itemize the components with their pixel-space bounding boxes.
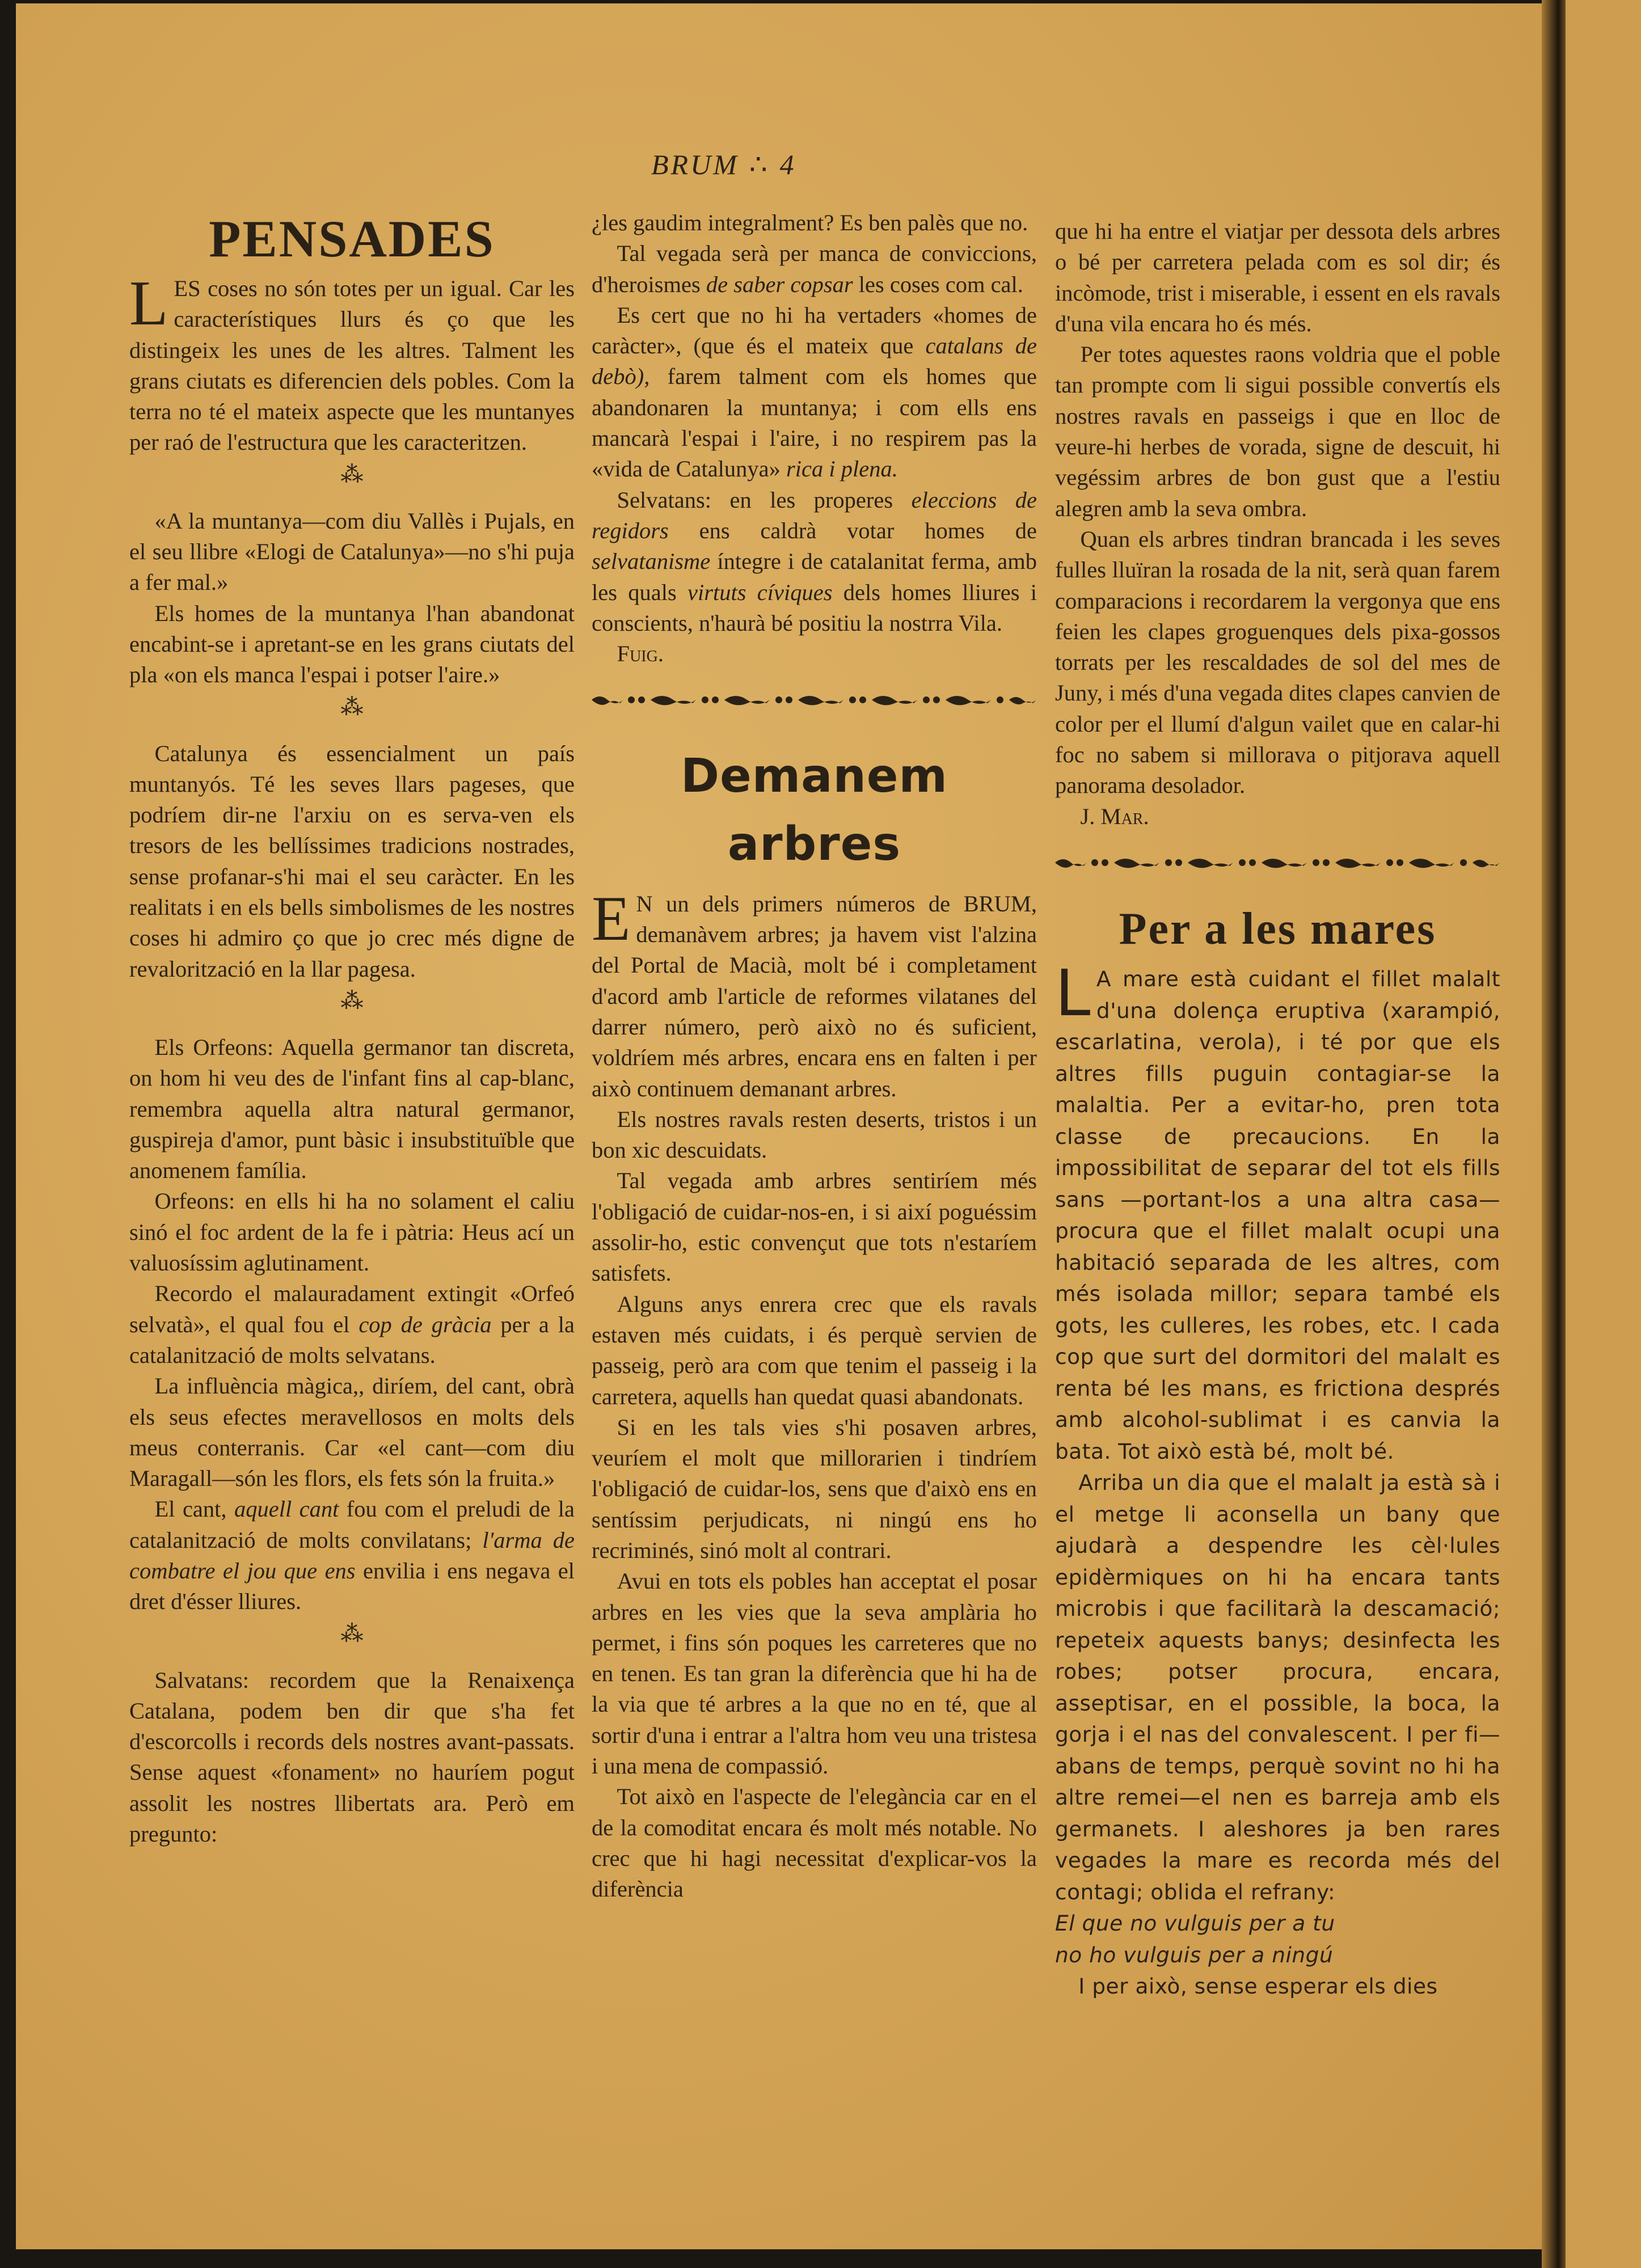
- article-paragraph: L A mare està cuidant el fillet malalt d'una dolença eruptiva (xarampió, escarlatina, verola), i té por que els altres fills puguin contagiar-se la malaltia. Per a evitar-ho, pren tota classe de precaucions. En la impossibilitat de separar del tot els fills sans —portant-los a una altra casa—procura que el fillet malalt ocupi una habitació separada de les altres, com més isolada millor; separa també els gots, les culleres, les robes, etc. I cada cop que surt del dormitori del malalt es renta bé les mans, es frictiona després amb alcohol-sublimat i es canvia la bata. Tot això està bé, molt bé.: [1055, 957, 1500, 1464]
- article-paragraph: Tal vegada serà per manca de conviccions, d'heroismes de saber copsar les coses com cal.: [592, 240, 1037, 297]
- article-paragraph: Selvatans: en les properes eleccions de regidors ens caldrà votar homes de selvatanisme íntegre i de catalanitat ferma, amb les quals virtuts cíviques dels homes lliures i conscients, n'haurà bé positiu la nostrra Vila.: [592, 487, 1037, 636]
- article-paragraph: Arriba un dia que el malalt ja està sà i el metge li aconsella un bany que ajudarà a despendre les cèl·lules epidèrmiques on hi ha encara tants microbis i que facilitarà la descamació; repeteix aquests banys; desinfecta les robes; potser procura, encara, asseptisar, en el possible, la boca, la gorja i el nas del convalescent. I per fi—abans de temps, perquè sovint no hi ha altre remei—el nen es barreja amb els germanets. I aleshores ja ben rares vegades la mare es recorda més del contagi; oblida el refrany:: [1055, 1470, 1500, 1904]
- page-gutter: [1542, 0, 1566, 2268]
- section-asterism: ⁂: [340, 461, 364, 487]
- section-asterism: ⁂: [340, 694, 364, 720]
- article-paragraph: Els nostres ravals resten deserts, tristos i un bon xic descuidats.: [592, 1106, 1037, 1163]
- article-paragraph: Tot això en l'aspecte de l'elegància car en el de la comoditat encara és molt més notable. No crec que hi hagi necessitat d'explicar-vos la diferència: [592, 1784, 1037, 1902]
- article-title-pensades: PENSADES: [209, 210, 495, 268]
- publication-title: BRUM: [651, 149, 739, 180]
- article-paragraph: Es cert que no hi ha vertaders «homes de caràcter», (que és el mateix que catalans de debò), farem talment com els homes que abandonaren la muntanya; i com ells ens mancarà l'espai i l'aire, i no respirem pas la «vida de Catalunya» rica i plena.: [592, 302, 1037, 482]
- article-paragraph: que hi ha entre el viatjar per dessota dels arbres o bé per carretera pelada com es sol dir; és incòmode, trist i miserable, i essent en els ravals d'una vila encara ho és més.: [1055, 218, 1500, 336]
- article-paragraph: Si en les tals vies s'hi posaven arbres, veuríem el molt que millorarien i tindríem l'obligació de cuidar-los, sens que d'això ens en sentíssim perjudicats, ni ningú ens ho recriminés, sinó molt al contrari.: [592, 1414, 1037, 1563]
- column-1: [129, 208, 575, 1849]
- article-title-demanem-arbres: Demanem arbres: [681, 749, 948, 871]
- drop-cap: E: [592, 883, 631, 954]
- header-separator: ∴: [749, 149, 770, 180]
- verse-line: no ho vulguis per a ningú: [1055, 1942, 1334, 1967]
- verse-line: El que no vulguis per a tu: [1055, 1911, 1335, 1936]
- article-paragraph: LES coses no són totes per un igual. Car les característiques llurs és ço que les distingeix les unes de les altres. Talment les grans ciutats es diferencien dels pobles. Com la terra no té el mateix aspecte que les muntanyes per raó de l'estructura que les caracteritzen.: [129, 268, 575, 455]
- newspaper-page: [16, 3, 1562, 2249]
- article-paragraph: Avui en tots els pobles han acceptat el posar arbres en les vies que la seva amplària ho permet, i fins són poques les carreteres que no en tenen. Es tan gran la diferència que hi ha de la via que té arbres a la que no en té, que al sortir d'una i entrar a l'altra hom veu una tristesa i una mena de compassió.: [592, 1568, 1037, 1779]
- author-signature: J. Mar.: [1080, 803, 1149, 829]
- section-asterism: ⁂: [340, 987, 364, 1013]
- article-paragraph: Alguns anys enrera crec que els ravals estaven més cuidats, i és perquè servien de passeig, però ara com que tenim el passeig i la carretera, aquells han quedat quasi abandonats.: [592, 1291, 1037, 1409]
- article-paragraph: ¿les gaudim integralment? Es ben palès que no.: [592, 210, 1028, 235]
- article-paragraph: La influència màgica,, diríem, del cant, obrà els seus efectes meravellosos en molts dels meus conterranis. Car «el cant—com diu Maragall—són les flors, els fets són la fruita.»: [129, 1373, 575, 1492]
- article-paragraph: Quan els arbres tindran brancada i les seves fulles lluïran la rosada de la nit, serà quan farem comparacions i recordarem la vergonya que ens feien les clapes groguenques dels pixa-gossos torrats per les rescaldades de sol del mes de Juny, i més d'una vegada dites clapes canvien de color per el llumí d'algun vailet que en calar-hi foc no sabem si millorava o pitjorava aquell panorama desolador.: [1055, 526, 1500, 799]
- page-number: 4: [779, 149, 796, 180]
- article-paragraph: Els Orfeons: Aquella germanor tan discreta, on hom hi veu des de l'infant fins al cap-blanc, remembra aquella altra natural germanor, guspireja d'amor, punt bàsic i insubstituïble que anomenem família.: [129, 1034, 575, 1184]
- drop-cap: L: [1055, 957, 1091, 1031]
- article-paragraph: «A la muntanya—com diu Vallès i Pujals, en el seu llibre «Elogi de Catalunya»—no s'hi puja a fer mal.»: [129, 508, 575, 595]
- article-paragraph: Els homes de la muntanya l'han abandonat encabint-se i apretant-se en les grans ciutats del pla «on els manca l'espai i potser l'aire.»: [129, 600, 575, 688]
- article-paragraph: El cant, aquell cant fou com el preludi de la catalanització de molts convilatans; l'arma de combatre el jou que ens envilia i ens negava el dret d'ésser lliures.: [129, 1496, 575, 1615]
- adjacent-page-edge: [1566, 0, 1641, 2268]
- article-paragraph: Tal vegada amb arbres sentiríem més l'obligació de cuidar-nos-en, i si així poguéssim assolir-ho, estic convençut que tots n'estaríem satisfets.: [592, 1168, 1037, 1286]
- ornamental-divider: [592, 689, 1037, 711]
- article-title-per-a-les-mares: Per a les mares: [1119, 904, 1437, 954]
- article-paragraph: Catalunya és essencialment un país muntanyós. Té les seves llars pageses, que podríem dir-ne l'arxiu on es serva-ven els tresors de les bellíssimes tradicions nostrades, sense profanar-s'hi mai el seu caràcter. En les realitats i en els bells simbolismes de les nostres coses hi admiro ço que jo crec més digne de revalorització en la llar pagesa.: [129, 740, 575, 982]
- author-signature: Fuig.: [617, 641, 664, 667]
- article-paragraph: Recordo el malauradament extingit «Orfeó selvatà», el qual fou el cop de gràcia per a la catalanització de molts selvatans.: [129, 1281, 575, 1368]
- drop-cap: L: [129, 268, 168, 339]
- article-paragraph: Salvatans: recordem que la Renaixença Catalana, podem ben dir que s'ha fet d'escorcolls i records dels nostres avant-passats. Sense aquest «fonament» no hauríem pogut assolit les nostres llibertats ara. Però em pregunto:: [129, 1667, 575, 1847]
- article-paragraph: Orfeons: en ells hi ha no solament el caliu sinó el foc ardent de la fe i pàtria: Heus ací un valuosíssim aglutinament.: [129, 1188, 575, 1276]
- section-asterism: ⁂: [340, 1620, 364, 1646]
- ornamental-divider: [1055, 851, 1500, 874]
- article-paragraph: Per totes aquestes raons voldria que el poble tan prompte com li sigui possible convertís els nostres ravals en passeigs i que en lloc de veure-hi herbes de vorada, signe de descuit, hi vegéssim arbres de bon gust que a l'estiu alegren amb la seva ombra.: [1055, 341, 1500, 521]
- column-3: [1055, 216, 1500, 2003]
- column-2: [592, 208, 1037, 1905]
- article-paragraph: I per això, sense esperar els dies: [1078, 1974, 1438, 1999]
- article-paragraph: E N un dels primers números de BRUM, demanàvem arbres; ja havem vist l'alzina del Portal de Macià, molt bé i completament d'acord amb l'article de reformes vilatanes del darrer número, però això no és suficient, voldríem més arbres, encara ens en falten i per això continuem demanant arbres.: [592, 883, 1037, 1101]
- page-header: [651, 148, 992, 181]
